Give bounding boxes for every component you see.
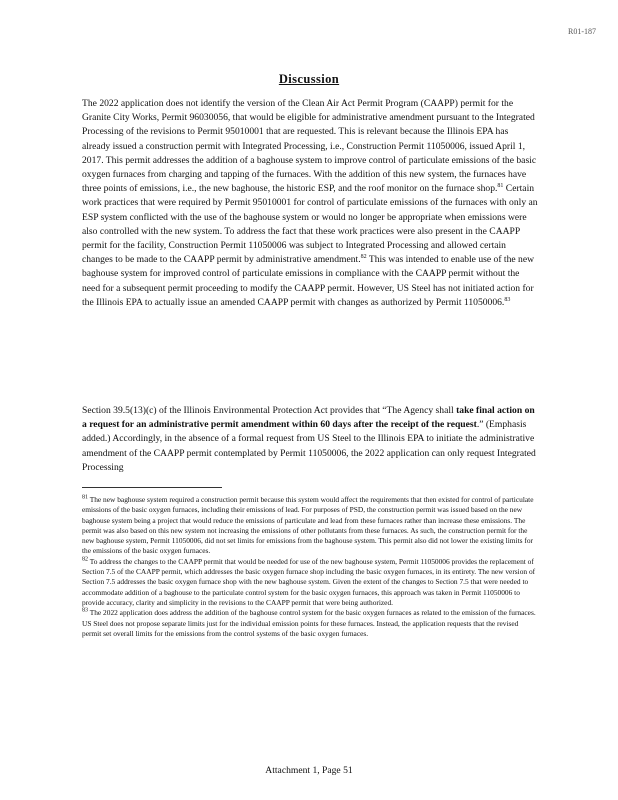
paragraph-2-text-1: Section 39.5(13)(c) of the Illinois Environmental Protection Act provides that “The Agency shall (82, 405, 457, 416)
footnote-81 (82, 495, 538, 557)
body-paragraph-1 (82, 97, 538, 310)
footnote-number: 83 (82, 607, 88, 614)
page-identifier: R01-187 (568, 27, 596, 36)
section-heading: Discussion (278, 72, 340, 86)
footnote-ref-82[interactable]: 82 (360, 254, 367, 261)
paragraph-1-text-3: This was intended to enable use of the new baghouse system for improved control of particulate emissions in compliance with the CAAPP permit without the need for a subsequent permit proceeding to modify the CAAPP permit. However, US Steel has not initiated action for the Illinois EPA to actually issue an amended CAAPP permit with changes as authorized by Permit 11050006. (82, 254, 535, 308)
paragraph-2-text-2: .” (Emphasis added.) Accordingly, in the absence of a formal request from US Steel to the Illinois EPA to initiate the administrative amendment of the CAAPP permit contemplated by Permit 11050006, the 2022 application can only request Integrated Processing (82, 419, 536, 473)
paragraph-2-emphasis: take final action on a request for an administrative permit amendment within 60 days after the receipt of the request (82, 405, 535, 431)
footnotes (82, 495, 538, 639)
footnote-text: The 2022 application does address the addition of the baghouse control system for the basic oxygen furnaces as related to the emission of the furnaces. US Steel does not propose separate limits just for the individual emission points for these furnaces. Instead, the application requests that the revised permit set overall limits for the emissions from the control systems of the basic oxygen furnaces. (82, 608, 536, 638)
footnote-ref-83[interactable]: 83 (504, 296, 511, 303)
footnote-separator (82, 487, 222, 488)
footnote-83 (82, 608, 538, 639)
paragraph-1-text-1: The 2022 application does not identify the version of the Clean Air Act Permit Program (CAAPP) permit for the Granite City Works, Permit 96030056, that would be eligible for administrative amendment pursuant to the Integrated Processing of the revisions to Permit 95010001 that are requested. This is relevant because the Illinois EPA has already issued a construction permit with Integrated Processing, i.e., Construction Permit 11050006, issued April 1, 2017. This permit addresses the addition of a baghouse system to improve control of particulate emissions of the basic oxygen furnaces from charging and tapping of the furnaces. With the addition of this new system, the furnaces have three points of emissions, i.e., the new baghouse, the historic ESP, and the roof monitor on the furnace shop. (82, 98, 537, 195)
footnote-82 (82, 557, 538, 608)
footnote-number: 82 (82, 556, 88, 563)
footnote-text: To address the changes to the CAAPP permit that would be needed for use of the new baghouse system, Permit 11050006 provides the replacement of Section 7.5 of the CAAPP permit, which addresses the basic oxygen furnace shop including the basic oxygen furnaces, in its entirety. The new version of Section 7.5 addresses the basic oxygen furnace shop with the new baghouse system. Given the extent of the changes to Section 7.5 that were needed to accommodate addition of a baghouse to the particulate control system for the basic oxygen furnaces, this approach was taken in Permit 11050006 to provide accuracy, clarity and simplicity in the revisions to the CAAPP permit that were being authorized. (82, 556, 536, 607)
paragraph-1-text-2: Certain work practices that were required by Permit 95010001 for control of particulate emissions of the furnaces with only an ESP system conflicted with the use of the baghouse system or would no longer be appropriate when emissions were also controlled with the new system. To address the fact that these work practices were also present in the CAAPP permit for the facility, Construction Permit 11050006 was subject to Integrated Processing and allowed certain changes to be made to the CAAPP permit by administrative amendment. (82, 183, 538, 266)
footnote-text: The new baghouse system required a construction permit because this system would affect the requirements that then existed for control of particulate emissions of the basic oxygen furnaces, including their emissions of lead. For purposes of PSD, the construction permit was issued based on the new baghouse system being a project that would reduce the emissions of particulate and lead from these furnaces rather than increase these emissions. The permit was also based on this new system not increasing the emissions of other pollutants from these furnaces. As such, the construction permit for the new baghouse system, Permit 11050006, did not set limits for emissions from the baghouse system. This permit also did not lower the existing limits for the emissions of the basic oxygen furnaces. (82, 495, 534, 556)
body-paragraph-2 (82, 404, 538, 475)
footnote-ref-81[interactable]: 81 (497, 183, 504, 190)
page-footer: Attachment 1, Page 51 (265, 765, 353, 776)
footnote-number: 81 (82, 494, 88, 501)
